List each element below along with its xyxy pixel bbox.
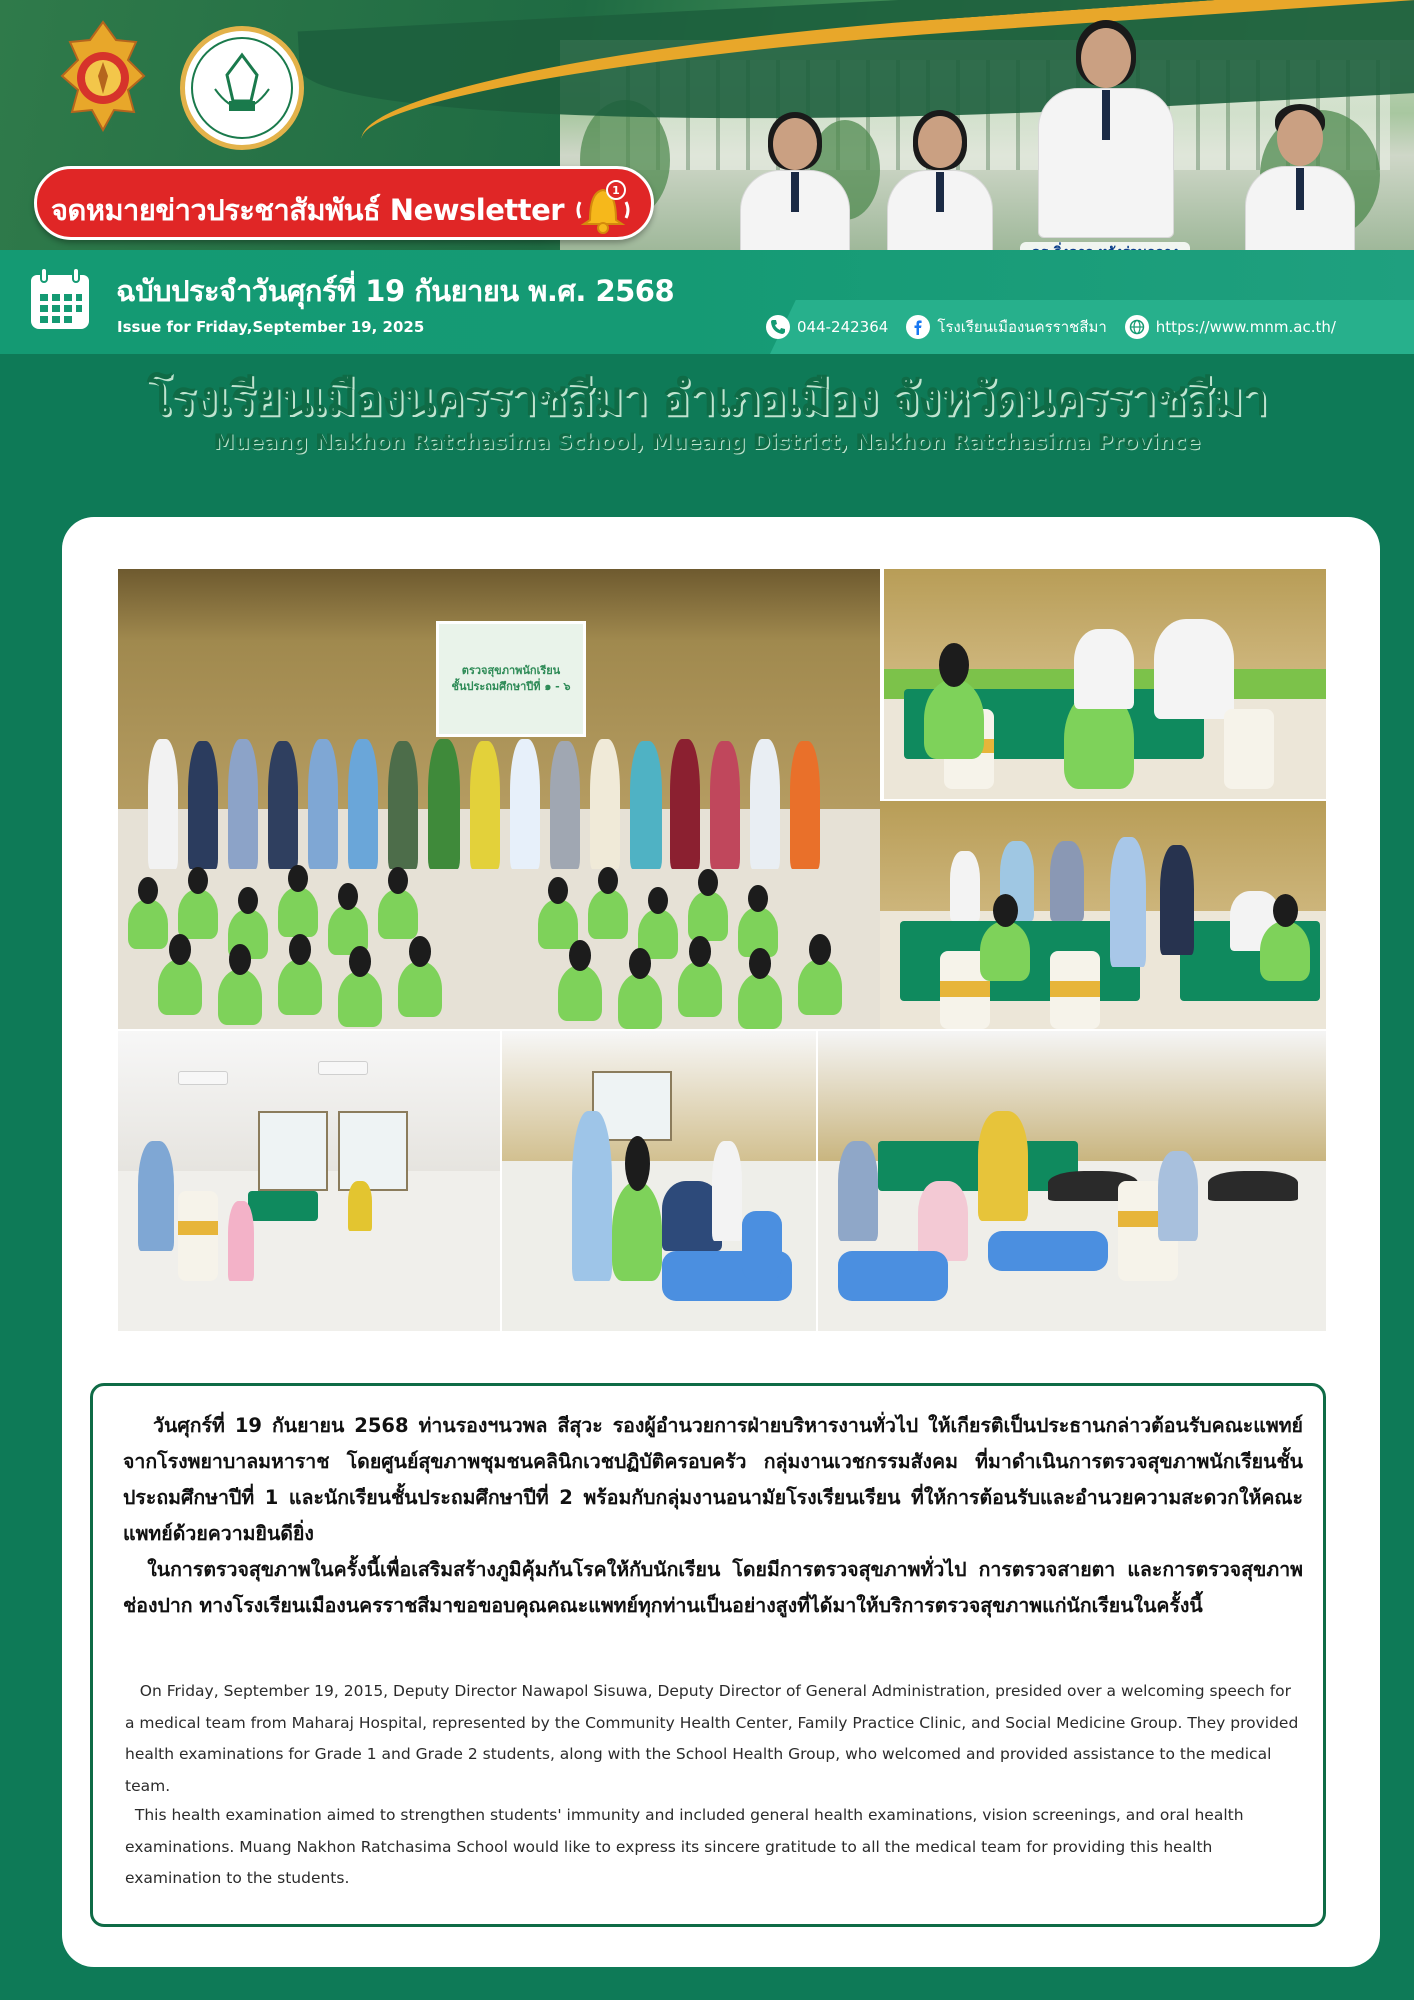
school-name-thai: โรงเรียนเมืองนครราชสีมา อำเภอเมือง จังหวัดนครราชสีมา <box>147 371 1267 425</box>
newsletter-label: จดหมายข่าวประชาสัมพันธ์ Newsletter <box>51 193 565 227</box>
calendar-icon <box>28 266 92 332</box>
website-url: https://www.mnm.ac.th/ <box>1155 318 1336 336</box>
article-english-paragraph-1: On Friday, September 19, 2015, Deputy Director Nawapol Sisuwa, Deputy Director of General Administration, presided over a welcoming speech for a medical team from Maharaj Hospital, represented by the Community Health Center, Family Practice Clinic, and Social Medicine Group. They provided health examinations for Grade 1 and Grade 2 students, along with the School Health Group, who welcomed and provided assistance to the medical team. <box>125 1682 1299 1795</box>
bell-badge: 1 <box>612 184 620 197</box>
phone-contact[interactable] <box>766 315 888 339</box>
screen-subtitle: ชั้นประถมศึกษาปีที่ ๑ - ๖ <box>451 680 571 693</box>
phone-number: 044-242364 <box>797 318 889 336</box>
facebook-icon <box>906 315 930 339</box>
screen-title: ตรวจสุขภาพนักเรียน <box>461 664 561 677</box>
facebook-page: โรงเรียนเมืองนครราชสีมา <box>937 318 1107 336</box>
school-emblem-logo <box>180 26 304 150</box>
photo-collage <box>118 569 1326 1331</box>
article-thai-paragraph-1: วันศุกร์ที่ 19 กันยายน 2568 ท่านรองฯนวพล สีสุวะ รองผู้อำนวยการฝ่ายบริหารงานทั่วไป ให้เกียรติเป็นประธานกล่าวต้อนรับคณะแพทย์จากโรงพยาบาลมหาราช โดยศูนย์สุขภาพชุมชนคลินิกเวชปฏิบัติครอบครัว กลุ่มงานเวชกรรมสังคม ที่มาดำเนินการตรวจสุขภาพนักเรียนชั้นประถมศึกษาปีที่ 1 และนักเรียนชั้นประถมศึกษาปีที่ 2 พร้อมกับกลุ่มงานอนามัยโรงเรียนเรียน ที่ให้การต้อนรับและอำนวยความสะดวกให้คณะแพทย์ด้วยความยินดียิ่ง <box>123 1414 1303 1545</box>
photo-health-check-1 <box>884 569 1326 799</box>
school-name-english: Mueang Nakhon Ratchasima School, Mueang District, Nakhon Ratchasima Province <box>213 430 1201 454</box>
facebook-contact[interactable] <box>906 315 1106 339</box>
photo-group-hall <box>118 569 880 1029</box>
education-emblem-logo <box>58 20 148 132</box>
content-card <box>62 517 1380 1967</box>
issue-date-thai: ฉบับประจำวันศุกร์ที่ 19 กันยายน พ.ศ. 2568 <box>116 274 675 308</box>
photo-hall-stations <box>118 1031 500 1331</box>
photo-dental-check-1 <box>502 1031 816 1331</box>
article-thai-paragraph-2: ในการตรวจสุขภาพในครั้งนี้เพื่อเสริมสร้างภูมิคุ้มกันโรคให้กับนักเรียน โดยมีการตรวจสุขภาพทั่วไป การตรวจสายตา และการตรวจสุขภาพช่องปาก ทางโรงเรียนเมืองนครราชสีมาขอขอบคุณคณะแพทย์ทุกท่านเป็นอย่างสูงที่ได้มาให้บริการตรวจสุขภาพแก่นักเรียนในครั้งนี้ <box>123 1558 1303 1617</box>
photo-health-check-2 <box>880 801 1326 1029</box>
article-box <box>90 1383 1326 1927</box>
newsletter-banner <box>34 166 654 240</box>
globe-icon <box>1125 315 1149 339</box>
contact-info <box>766 314 1344 340</box>
bell-icon <box>572 176 634 236</box>
article-english-paragraph-2: This health examination aimed to strengthen students' immunity and included general health examinations, vision screenings, and oral health examinations. Muang Nakhon Ratchasima School would like to express its sincere gratitude to all the medical team for providing this health examination to the students. <box>125 1806 1244 1887</box>
issue-date-english: Issue for Friday,September 19, 2025 <box>117 318 425 336</box>
phone-icon <box>766 315 790 339</box>
photo-dental-check-2 <box>818 1031 1326 1331</box>
website-contact[interactable] <box>1125 315 1336 339</box>
